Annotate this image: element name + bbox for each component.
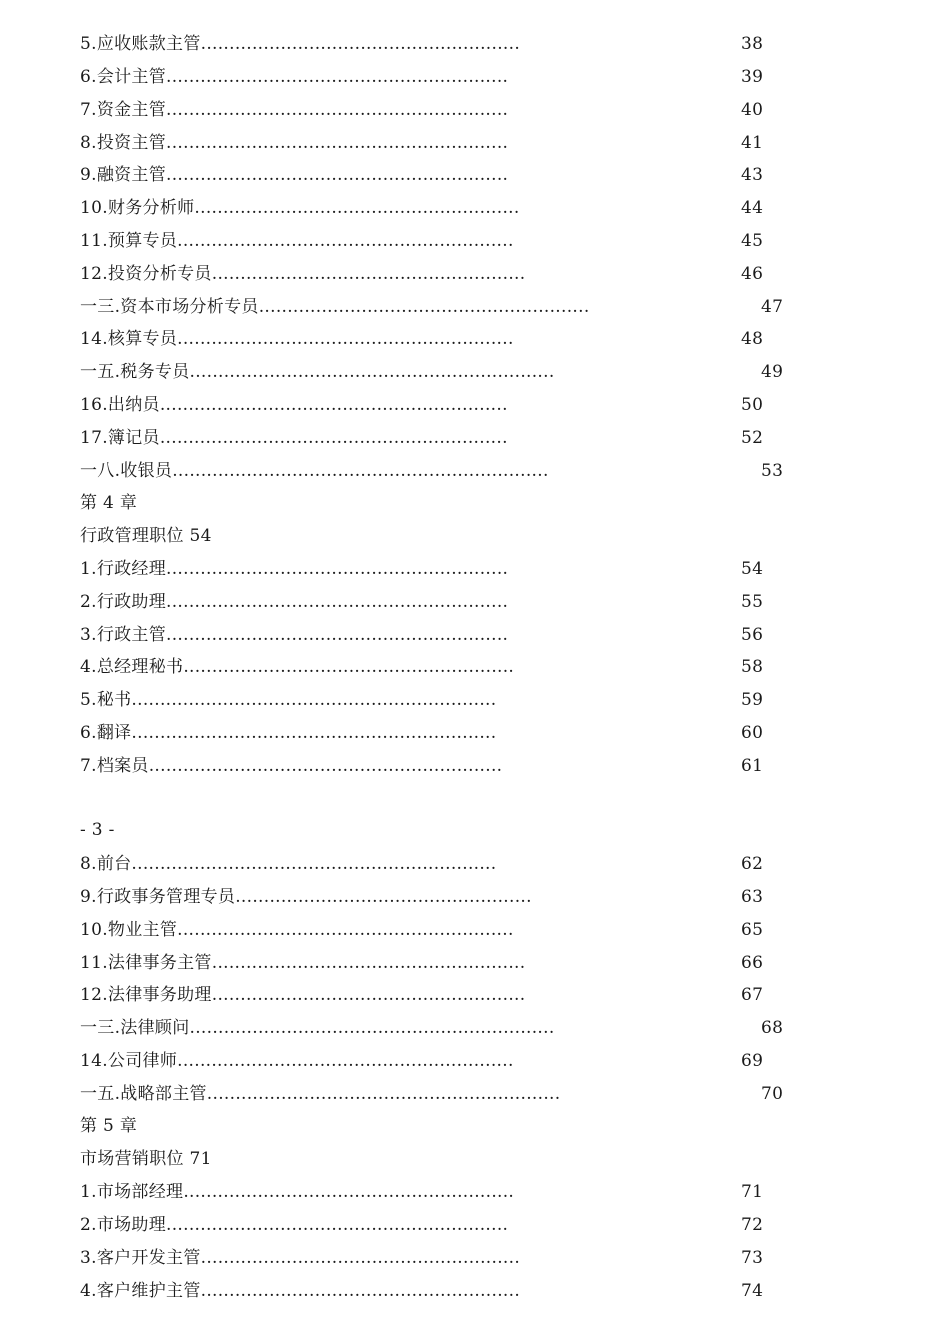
toc-entry: [80, 65, 763, 89]
toc-page-number: 65: [741, 920, 764, 940]
toc-page-number: 52: [741, 428, 764, 448]
toc-entry-text: 2.行政助理............................................................: [80, 592, 509, 612]
toc-entry-text: 5.应收账款主管........................................................: [80, 34, 521, 54]
toc-page-number: 54: [741, 559, 764, 579]
toc-entry: [80, 623, 763, 647]
toc-entry-text: 11.预算专员...........................................................: [80, 231, 514, 251]
chapter-heading: 行政管理职位 54: [80, 526, 212, 546]
toc-entry-text: 12.投资分析专员.......................................................: [80, 264, 526, 284]
toc-page-number: 63: [741, 887, 764, 907]
toc-entry-text: 7.档案员..............................................................: [80, 756, 503, 776]
toc-entry: [80, 327, 763, 351]
toc-page-number: 66: [741, 953, 764, 973]
toc-entry: [80, 1246, 763, 1270]
toc-entry: [80, 1082, 783, 1106]
toc-entry: [80, 196, 763, 220]
toc-page-number: 58: [741, 657, 764, 677]
toc-entry-text: 4.总经理秘书..........................................................: [80, 657, 515, 677]
toc-entry-text: 7.资金主管............................................................: [80, 100, 509, 120]
toc-entry: [80, 262, 763, 286]
toc-entry-text: 17.簿记员.............................................................: [80, 428, 508, 448]
toc-entry: [80, 688, 763, 712]
toc-page-number: 46: [741, 264, 764, 284]
toc-page-number: 72: [741, 1215, 764, 1235]
toc-page-number: 49: [761, 362, 784, 382]
toc-heading-line: [80, 1147, 212, 1171]
toc-entry-text: 3.客户开发主管........................................................: [80, 1248, 521, 1268]
toc-entry: [80, 557, 763, 581]
toc-entry-text: 9.融资主管............................................................: [80, 165, 509, 185]
toc-page-number: 50: [741, 395, 764, 415]
toc-entry-text: 5.秘书................................................................: [80, 690, 497, 710]
chapter-heading: 第 5 章: [80, 1116, 138, 1136]
toc-entry-text: 10.财务分析师.........................................................: [80, 198, 520, 218]
toc-entry: [80, 295, 783, 319]
toc-entry-text: 10.物业主管...........................................................: [80, 920, 514, 940]
toc-heading-line: [80, 524, 212, 548]
toc-entry: [80, 1016, 783, 1040]
toc-page-number: 68: [761, 1018, 784, 1038]
toc-entry-text: 一五.税务专员................................................................: [80, 362, 555, 382]
chapter-heading: 第 4 章: [80, 493, 138, 513]
toc-page-number: 41: [741, 133, 764, 153]
toc-page-number: 39: [741, 67, 764, 87]
toc-page-number: 62: [741, 854, 764, 874]
chapter-heading: 市场营销职位 71: [80, 1149, 212, 1169]
page-footer-line: [80, 818, 115, 842]
toc-entry-text: 6.会计主管............................................................: [80, 67, 509, 87]
toc-entry: [80, 459, 783, 483]
toc-entry: [80, 918, 763, 942]
toc-entry-text: 1.行政经理............................................................: [80, 559, 509, 579]
toc-entry-text: 一八.收银员..................................................................: [80, 461, 549, 481]
toc-page-number: 47: [761, 297, 784, 317]
toc-entry-text: 11.法律事务主管.......................................................: [80, 953, 526, 973]
toc-entry-text: 9.行政事务管理专员....................................................: [80, 887, 532, 907]
toc-page-number: 71: [741, 1182, 764, 1202]
toc-entry: [80, 983, 763, 1007]
toc-entry: [80, 163, 763, 187]
toc-entry: [80, 32, 763, 56]
toc-entry-text: 14.核算专员...........................................................: [80, 329, 514, 349]
toc-page-number: 70: [761, 1084, 784, 1104]
toc-page-number: 43: [741, 165, 764, 185]
toc-page-number: 44: [741, 198, 764, 218]
toc-entry-text: 6.翻译................................................................: [80, 723, 497, 743]
toc-entry: [80, 721, 763, 745]
toc-entry-text: 1.市场部经理..........................................................: [80, 1182, 515, 1202]
toc-entry: [80, 229, 763, 253]
toc-entry-text: 一三.资本市场分析专员..........................................................: [80, 297, 590, 317]
toc-entry-text: 8.前台................................................................: [80, 854, 497, 874]
toc-entry: [80, 426, 763, 450]
toc-entry-text: 一五.战略部主管..............................................................: [80, 1084, 561, 1104]
toc-page-number: 40: [741, 100, 764, 120]
toc-page-number: 60: [741, 723, 764, 743]
toc-entry-text: 3.行政主管............................................................: [80, 625, 509, 645]
toc-page-number: 61: [741, 756, 764, 776]
toc-entry-text: 16.出纳员.............................................................: [80, 395, 508, 415]
toc-entry-text: 2.市场助理............................................................: [80, 1215, 509, 1235]
toc-entry-text: 14.公司律师...........................................................: [80, 1051, 514, 1071]
toc-entry: [80, 360, 783, 384]
toc-entry: [80, 393, 763, 417]
toc-entry: [80, 852, 763, 876]
toc-entry-text: 12.法律事务助理.......................................................: [80, 985, 526, 1005]
page-number-marker: - 3 -: [80, 820, 115, 840]
toc-page-number: 53: [761, 461, 784, 481]
toc-entry: [80, 951, 763, 975]
toc-heading-line: [80, 491, 137, 515]
toc-page-number: 59: [741, 690, 764, 710]
toc-entry: [80, 885, 763, 909]
toc-entry: [80, 131, 763, 155]
toc-page-number: 56: [741, 625, 764, 645]
toc-page-number: 74: [741, 1281, 764, 1301]
toc-page-number: 45: [741, 231, 764, 251]
toc-entry-text: 8.投资主管............................................................: [80, 133, 509, 153]
toc-entry: [80, 1279, 763, 1303]
toc-entry: [80, 754, 763, 778]
toc-page-number: 73: [741, 1248, 764, 1268]
toc-entry: [80, 98, 763, 122]
toc-page-number: 67: [741, 985, 764, 1005]
toc-entry: [80, 655, 763, 679]
toc-entry: [80, 1049, 763, 1073]
toc-heading-line: [80, 1114, 137, 1138]
toc-entry-text: 一三.法律顾问................................................................: [80, 1018, 555, 1038]
toc-entry: [80, 590, 763, 614]
toc-page-number: 48: [741, 329, 764, 349]
toc-entry: [80, 1180, 763, 1204]
toc-page-number: 69: [741, 1051, 764, 1071]
toc-entry: [80, 1213, 763, 1237]
toc-page-number: 55: [741, 592, 764, 612]
toc-entry-text: 4.客户维护主管........................................................: [80, 1281, 521, 1301]
toc-page-number: 38: [741, 34, 764, 54]
